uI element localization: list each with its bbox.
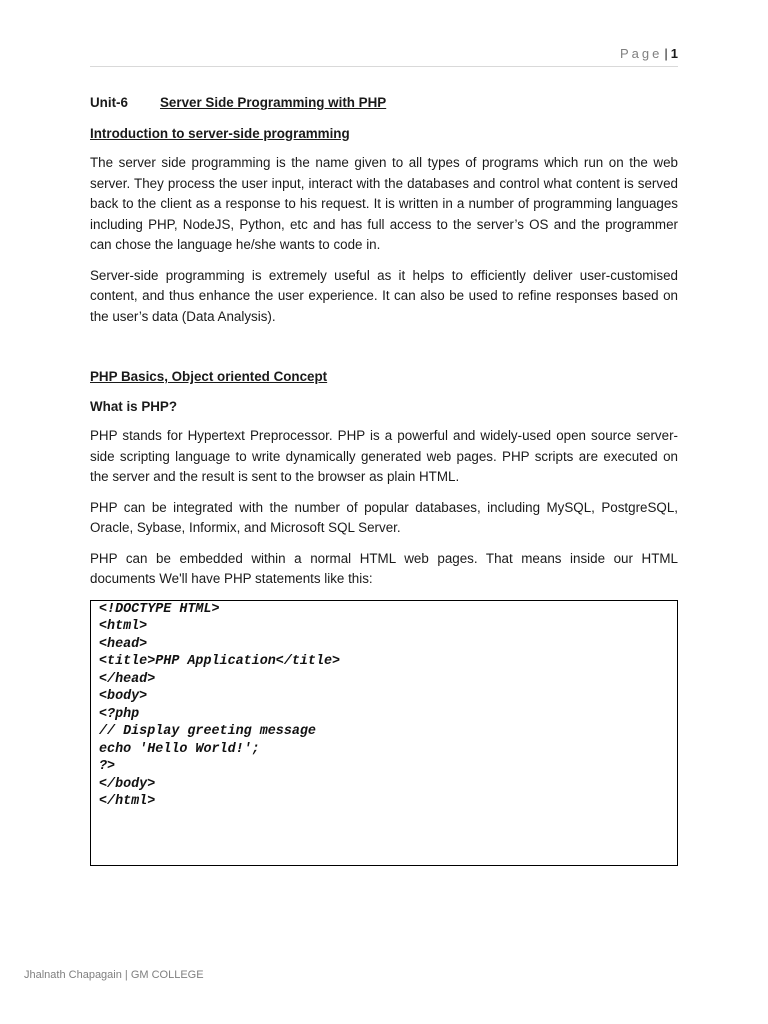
code-line: <body> bbox=[99, 689, 148, 704]
code-line: // Display greeting message bbox=[99, 724, 316, 739]
intro-paragraph-2: Server-side programming is extremely useful as it helps to efficiently deliver user-customised content, and thus enhance the user experience. It can also be used to refine responses based on the user’s data (Data Analysis). bbox=[90, 267, 678, 324]
code-line: echo 'Hello World!'; bbox=[99, 741, 260, 757]
page-label: Page bbox=[620, 46, 663, 61]
code-line: <title>PHP Application</title> bbox=[99, 654, 341, 669]
intro-paragraph-1: The server side programming is the name given to all types of programs which run on the web server. They process the user input, interact with the databases and control what content is served back to the client as a response to his request. It is written in a number of programming languages including PHP, NodeJS, Python, etc and has full access to the server’s OS and the programmer can chose the language he/she wants to code in. bbox=[90, 155, 678, 252]
code-line: </body> bbox=[99, 776, 156, 792]
unit-number: Unit-6 bbox=[90, 95, 128, 110]
code-line: ?> bbox=[99, 759, 116, 774]
unit-name: Server Side Programming with PHP bbox=[160, 95, 387, 110]
code-example-box bbox=[90, 600, 678, 866]
code-line: <?php bbox=[99, 706, 140, 722]
code-line: <!DOCTYPE HTML> bbox=[99, 601, 220, 617]
php-paragraph-3: PHP can be embedded within a normal HTML web pages. That means inside our HTML documents We'll have PHP statements like this: bbox=[90, 550, 678, 586]
section-spacer bbox=[90, 337, 678, 367]
code-line: <head> bbox=[99, 636, 148, 652]
php-basics-heading: PHP Basics, Object oriented Concept bbox=[90, 369, 328, 384]
document-body bbox=[90, 93, 678, 866]
php-paragraph-1: PHP stands for Hypertext Preprocessor. PHP is a powerful and widely-used open source server-side scripting language to write dynamically generated web pages. PHP scripts are executed on the server and the result is sent to the browser as plain HTML. bbox=[90, 428, 678, 484]
code-line: </html> bbox=[99, 794, 156, 809]
page-header bbox=[90, 46, 678, 67]
page-footer: Jhalnath Chapagain | GM COLLEGE bbox=[24, 969, 204, 981]
what-is-php-heading: What is PHP? bbox=[90, 398, 178, 414]
unit-title bbox=[90, 93, 678, 114]
php-paragraph-2: PHP can be integrated with the number of popular databases, including MySQL, PostgreSQL, Oracle, Sybase, Informix, and Microsoft SQL Server. bbox=[90, 499, 678, 535]
page-number: 1 bbox=[670, 46, 678, 61]
intro-heading: Introduction to server-side programming bbox=[90, 125, 350, 141]
page-separator: | bbox=[664, 46, 668, 61]
code-line: <html> bbox=[99, 619, 148, 634]
code-line: </head> bbox=[99, 671, 156, 687]
